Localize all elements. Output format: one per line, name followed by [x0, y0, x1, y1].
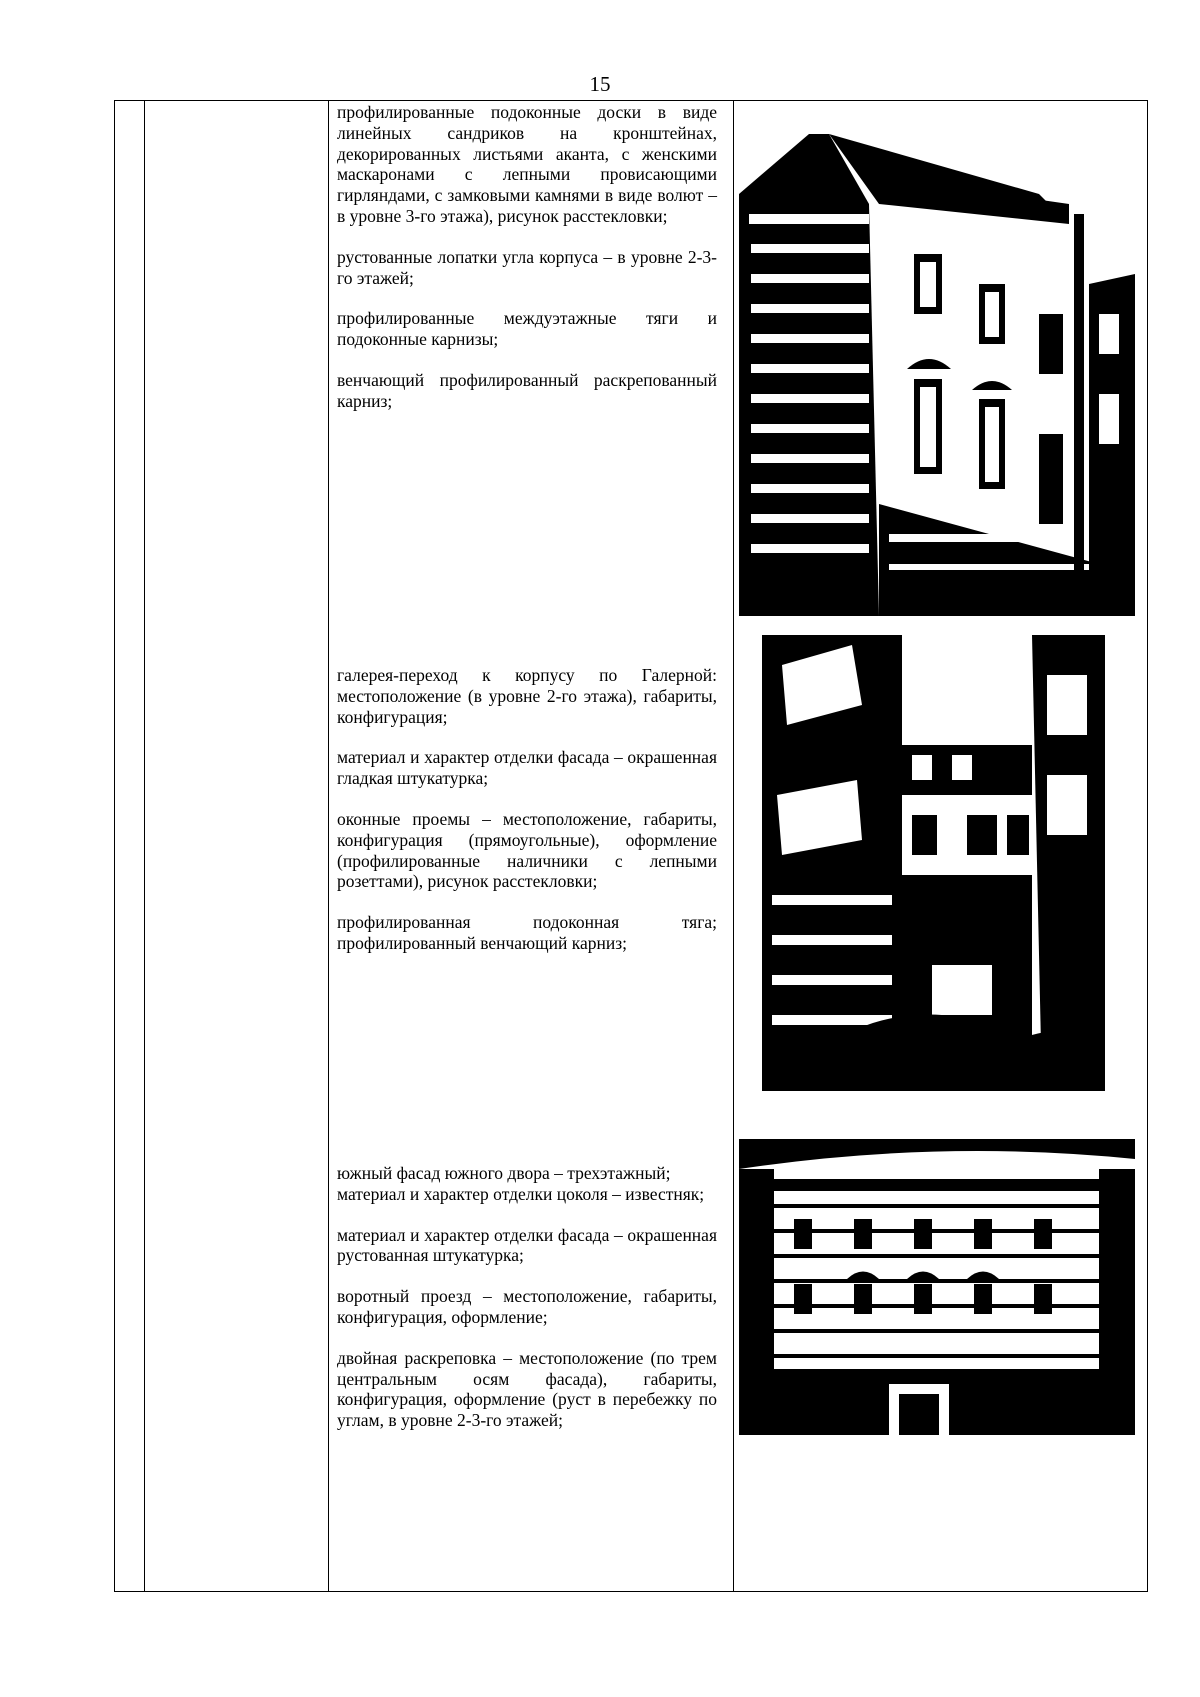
row-3-description — [337, 1163, 717, 1431]
table-border-right — [1147, 100, 1148, 1592]
page-number: 15 — [589, 72, 611, 96]
south-facade-photo — [739, 1139, 1135, 1435]
row-2-paragraph-1: галерея-переход к корпусу по Галерной: местоположение (в уровне 2-го этажа), габариты, конфигурация; — [337, 665, 717, 727]
gallery-passage-photo — [762, 635, 1105, 1091]
row-3-paragraph-2: материал и характер отделки фасада – окрашенная рустованная штукатурка; — [337, 1224, 717, 1266]
row-1-description — [337, 102, 717, 412]
row-1-paragraph-1: профилированные подоконные доски в виде линейных сандриков на кронштейнах, декорированных листьями аканта, с женскими маскаронами с лепными провисающими гирляндами, с замковыми камнями в виде волют – в уровне 3-го этажа), рисунок расстекловки; — [337, 102, 717, 226]
row-2-paragraph-3: оконные проемы – местоположение, габариты, конфигурация (прямоугольные), оформление (профилированные наличники с лепными розеттами), рисунок расстекловки; — [337, 808, 717, 892]
row-2-description — [337, 665, 717, 954]
row-2-paragraph-4: профилированная подоконная тяга; профилированный венчающий карниз; — [337, 912, 717, 953]
row-2-paragraph-2: материал и характер отделки фасада – окрашенная гладкая штукатурка; — [337, 747, 717, 789]
row-1-paragraph-3: профилированные междуэтажные тяги и подоконные карнизы; — [337, 308, 717, 350]
row-3-paragraph-4: двойная раскреповка – местоположение (по трем центральным осям фасада), габариты, конфигурация, оформление (руст в перебежку по углам, в уровне 2-3-го этажей; — [337, 1347, 717, 1431]
column-divider-2 — [328, 100, 329, 1592]
row-3-paragraph-1: южный фасад южного двора – трехэтажный; материал и характер отделки цоколя – известняк; — [337, 1163, 705, 1204]
building-corner-photo — [739, 134, 1135, 616]
column-divider-1 — [144, 100, 145, 1592]
column-divider-3 — [733, 100, 734, 1592]
row-3-paragraph-3: воротный проезд – местоположение, габариты, конфигурация, оформление; — [337, 1286, 717, 1327]
row-1-paragraph-2: рустованные лопатки угла корпуса – в уровне 2-3-го этажей; — [337, 246, 717, 288]
table-border-left — [114, 100, 115, 1592]
row-1-paragraph-4: венчающий профилированный раскрепованный карниз; — [337, 369, 717, 411]
